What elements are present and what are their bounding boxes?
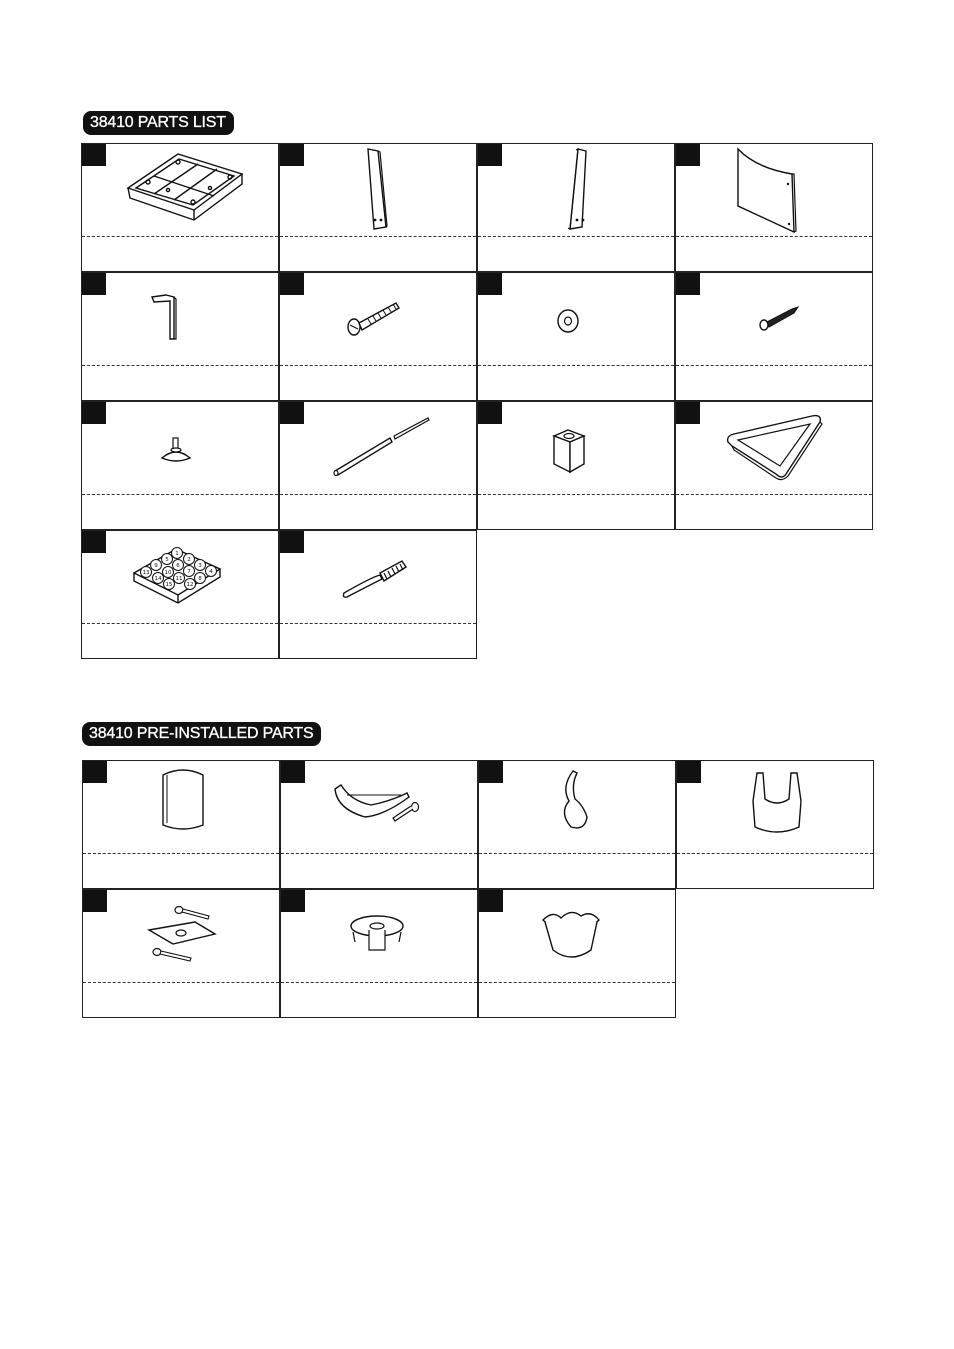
part-cell xyxy=(675,272,873,401)
side-pocket-liner-icon xyxy=(83,761,279,853)
divider-line xyxy=(479,982,675,983)
divider-line xyxy=(280,365,476,366)
part-cell xyxy=(279,272,477,401)
divider-line xyxy=(676,236,872,237)
table-frame-icon xyxy=(82,144,278,236)
long-bolt-icon xyxy=(280,273,476,365)
ball-number: 14 xyxy=(154,576,162,582)
part-cell xyxy=(477,401,675,530)
divider-line xyxy=(478,236,674,237)
side-pocket-icon xyxy=(677,761,873,853)
divider-line xyxy=(83,853,279,854)
ball-number: 12 xyxy=(186,582,194,588)
part-cell xyxy=(477,272,675,401)
corner-pocket-icon xyxy=(479,761,675,853)
divider-line xyxy=(83,982,279,983)
ball-number: 3 xyxy=(198,563,202,569)
ball-number: 2 xyxy=(187,557,191,563)
divider-line xyxy=(280,494,476,495)
right-leg-panel-icon xyxy=(478,144,674,236)
ball-number: 11 xyxy=(175,576,183,582)
ball-number: 6 xyxy=(176,563,180,569)
pocket-bracket-with-screw-icon xyxy=(281,761,477,853)
part-cell xyxy=(676,760,874,889)
triangle-rack-icon xyxy=(676,402,872,494)
allen-key-icon xyxy=(82,273,278,365)
plate-with-screws-icon xyxy=(83,890,279,982)
part-cell xyxy=(81,530,279,659)
divider-line xyxy=(280,623,476,624)
ball-number: 15 xyxy=(165,582,173,588)
part-cell xyxy=(279,530,477,659)
cue-stick-icon xyxy=(280,402,476,494)
part-cell xyxy=(81,401,279,530)
part-cell xyxy=(675,401,873,530)
divider-line xyxy=(82,365,278,366)
ball-number: 13 xyxy=(142,570,150,576)
divider-line xyxy=(280,236,476,237)
ball-number: 9 xyxy=(154,563,158,569)
part-cell xyxy=(478,760,676,889)
divider-line xyxy=(281,982,477,983)
washer-icon xyxy=(478,273,674,365)
pocket-net-icon xyxy=(479,890,675,982)
preinstalled-title: 38410 PRE-INSTALLED PARTS xyxy=(82,722,321,746)
wood-screw-icon xyxy=(676,273,872,365)
ball-number: 10 xyxy=(164,570,172,576)
left-leg-panel-icon xyxy=(280,144,476,236)
part-cell xyxy=(82,889,280,1018)
part-cell xyxy=(477,143,675,272)
part-cell xyxy=(280,760,478,889)
part-cell xyxy=(81,143,279,272)
part-cell xyxy=(675,143,873,272)
part-cell xyxy=(279,401,477,530)
leveler-foot-icon xyxy=(82,402,278,494)
parts-list-title: 38410 PARTS LIST xyxy=(83,111,234,135)
part-cell xyxy=(478,889,676,1018)
divider-line xyxy=(676,494,872,495)
divider-line xyxy=(676,365,872,366)
ball-set-icon xyxy=(82,531,278,623)
part-cell xyxy=(280,889,478,1018)
chalk-cube-icon xyxy=(478,402,674,494)
ball-number: 8 xyxy=(198,576,202,582)
ball-number: 7 xyxy=(187,569,191,575)
divider-line xyxy=(478,494,674,495)
divider-line xyxy=(479,853,675,854)
ball-number: 4 xyxy=(209,569,213,575)
divider-line xyxy=(281,853,477,854)
part-cell xyxy=(81,272,279,401)
part-cell xyxy=(82,760,280,889)
table-brush-icon xyxy=(280,531,476,623)
divider-line xyxy=(82,236,278,237)
curved-end-panel-icon xyxy=(676,144,872,236)
divider-line xyxy=(82,623,278,624)
divider-line xyxy=(478,365,674,366)
divider-line xyxy=(677,853,873,854)
part-cell xyxy=(279,143,477,272)
leg-cap-icon xyxy=(281,890,477,982)
divider-line xyxy=(82,494,278,495)
ball-number: 1 xyxy=(175,551,179,557)
ball-number: 5 xyxy=(165,557,169,563)
